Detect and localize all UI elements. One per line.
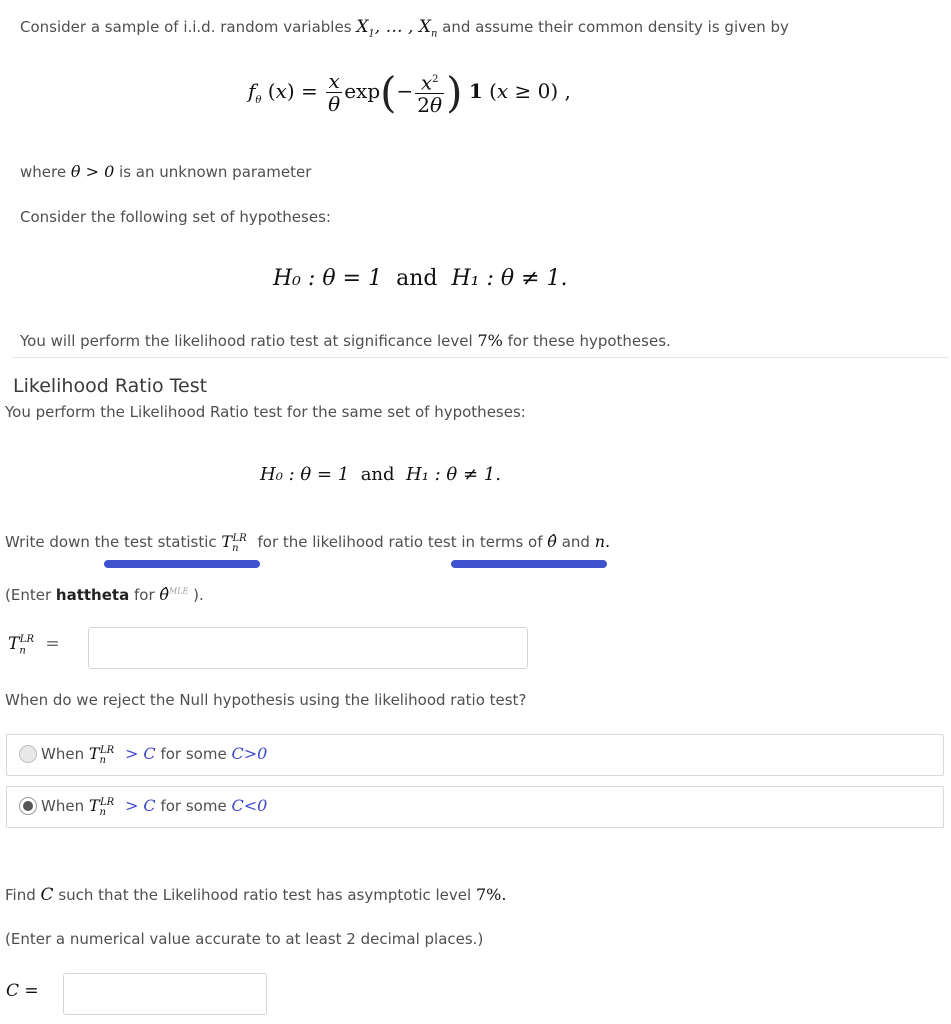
where-expression: θ > 0 bbox=[70, 162, 115, 181]
density-formula: $f_\theta$ (x) = $\frac{x}{\theta}$ exp(− $\frac{x^2}{2\theta}$ ) 1 (x ≥ 0) , bbox=[248, 68, 571, 118]
perform-suffix: for these hypotheses. bbox=[507, 332, 671, 350]
q1-hint: (Enter hattheta for θ̂$^{MLE}$ ). bbox=[5, 585, 204, 604]
option-c-positive[interactable] bbox=[6, 734, 944, 776]
and: and bbox=[396, 266, 438, 291]
q3-answer-label: C = bbox=[6, 981, 39, 1001]
option-relation: > C bbox=[124, 744, 156, 763]
hypotheses-display bbox=[273, 266, 568, 291]
option-c-negative[interactable] bbox=[6, 786, 944, 828]
q1-answer-label: $T_n^{LR}$ = bbox=[8, 634, 60, 657]
option-label: When $T_n^{LR} > C$ for some C>0 bbox=[41, 744, 268, 767]
q3-var: C bbox=[40, 885, 54, 905]
where-line bbox=[20, 162, 311, 181]
h0: H₀ : θ = 1 bbox=[273, 266, 383, 291]
where-prefix: where bbox=[20, 163, 67, 181]
option-mid: for some bbox=[160, 797, 227, 815]
and-2: and bbox=[360, 464, 395, 485]
q3-prefix: Find bbox=[5, 886, 36, 904]
option-prefix: When bbox=[41, 745, 85, 763]
q3-middle: such that the Likelihood ratio test has asymptotic level bbox=[58, 886, 472, 904]
h1: H₁ : θ ≠ 1. bbox=[451, 266, 568, 291]
where-suffix: is an unknown parameter bbox=[119, 163, 312, 181]
highlight-mark-right bbox=[451, 560, 607, 568]
option-condition: C<0 bbox=[231, 796, 268, 815]
hint-keyword: hattheta bbox=[55, 586, 130, 604]
perform-line bbox=[20, 331, 671, 350]
option-relation: > C bbox=[124, 796, 156, 815]
q1-prefix: Write down the test statistic bbox=[5, 533, 217, 551]
perform-prefix: You will perform the likelihood ratio test at significance level bbox=[20, 332, 473, 350]
q3-hint: (Enter a numerical value accurate to at least 2 decimal places.) bbox=[5, 930, 484, 948]
intro-line: Consider a sample of i.i.d. random variables $X_1$, … , $X_n$ and assume their common density is given by bbox=[20, 17, 789, 40]
radio-button-selected[interactable] bbox=[19, 797, 37, 815]
equals-sign: = bbox=[45, 634, 60, 654]
h1-2: H₁ : θ ≠ 1. bbox=[406, 464, 501, 485]
hint-suffix: ). bbox=[193, 586, 204, 604]
consider-line: Consider the following set of hypotheses: bbox=[20, 208, 331, 226]
option-label: When $T_n^{LR} > C$ for some C<0 bbox=[41, 796, 268, 819]
q3-prompt bbox=[5, 885, 506, 905]
q3-level: 7%. bbox=[475, 885, 507, 904]
hint-prefix: (Enter bbox=[5, 586, 52, 604]
section-subtitle: You perform the Likelihood Ratio test for the same set of hypotheses: bbox=[5, 403, 526, 421]
q1-prompt: Write down the test statistic $T_n^{LR}$ for the likelihood ratio test in terms of θ̂ and n. bbox=[5, 532, 611, 555]
radio-button[interactable] bbox=[19, 745, 37, 763]
q3-answer-input[interactable] bbox=[63, 973, 267, 1015]
var-x: X bbox=[356, 17, 369, 37]
hypotheses-display-2 bbox=[260, 464, 501, 485]
intro-text-end: and assume their common density is given by bbox=[442, 18, 789, 36]
option-condition: C>0 bbox=[231, 744, 268, 763]
section-title: Likelihood Ratio Test bbox=[13, 375, 208, 397]
q1-middle: for the likelihood ratio test in terms of bbox=[257, 533, 543, 551]
highlight-mark-left bbox=[104, 560, 260, 568]
q1-answer-input[interactable] bbox=[88, 627, 528, 669]
level: 7% bbox=[477, 331, 503, 350]
q1-n: n. bbox=[594, 532, 611, 551]
q2-prompt: When do we reject the Null hypothesis using the likelihood ratio test? bbox=[5, 691, 527, 709]
exp-label: exp bbox=[344, 79, 381, 103]
h0-2: H₀ : θ = 1 bbox=[260, 464, 350, 485]
intro-text: Consider a sample of i.i.d. random variables bbox=[20, 18, 352, 36]
option-prefix: When bbox=[41, 797, 85, 815]
q1-and: and bbox=[561, 533, 590, 551]
hint-for: for bbox=[133, 586, 155, 604]
divider bbox=[12, 357, 949, 358]
option-mid: for some bbox=[160, 745, 227, 763]
